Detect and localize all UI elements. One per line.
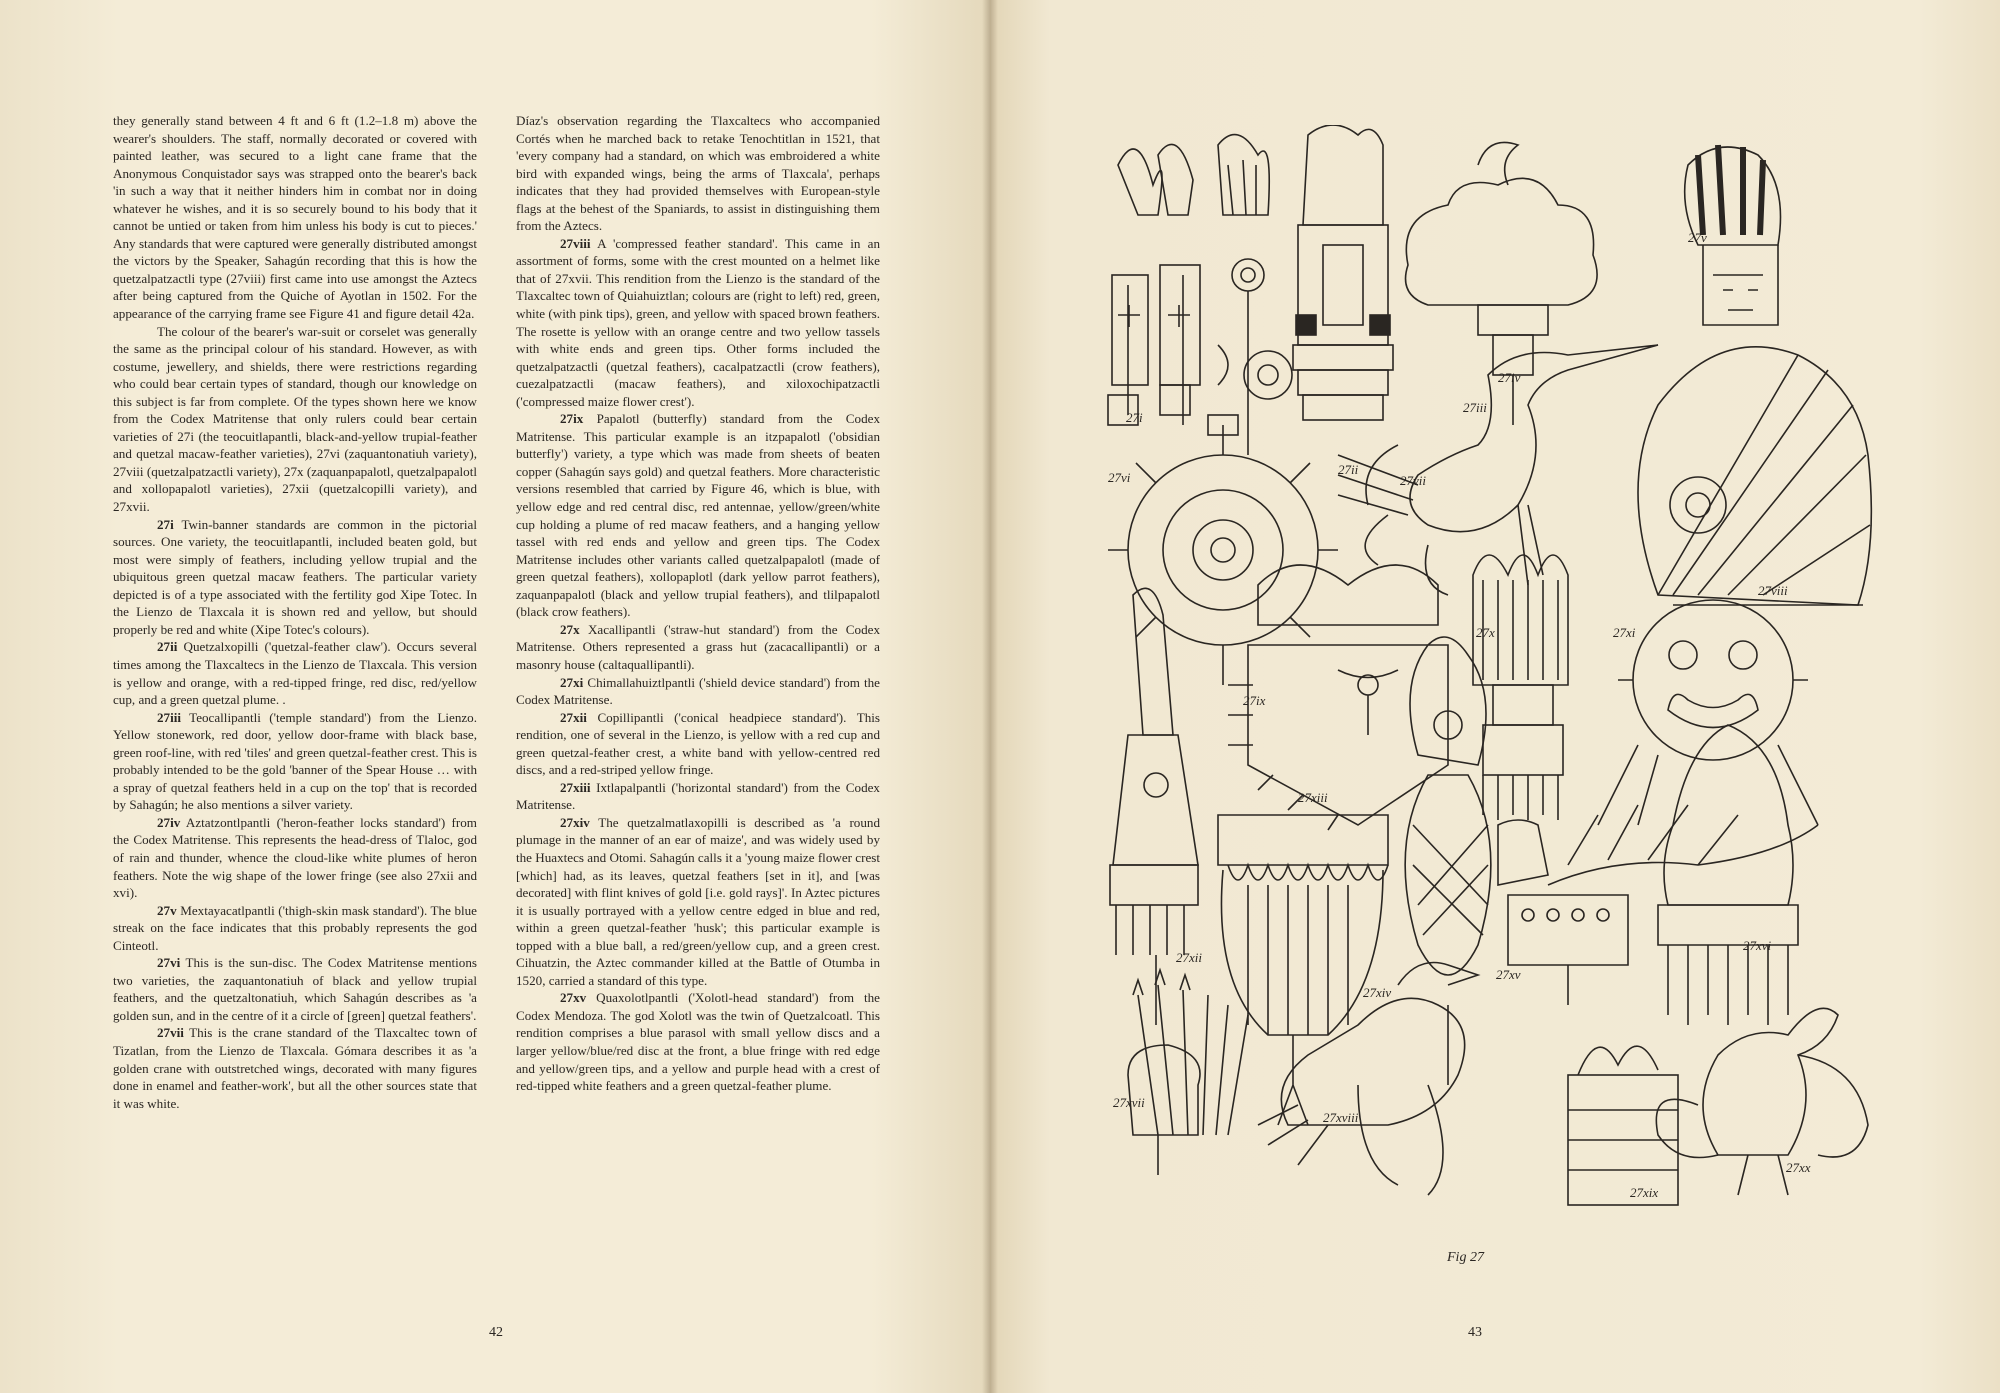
paragraph-text: Twin-banner standards are common in the pictorial sources. One variety, the teocuitlapantli, included beaten gold, but most were simply of feathers, including yellow trupial and the ubiquitous green quetzal macaw feathers. The particular variety depicted is of a type associated with the fertility god Xipe Totec. In the Lienzo de Tlaxcala it is shown red and yellow, but should properly be red and white (Xipe Totec's colours). — [113, 516, 477, 637]
label-27xx: 27xx — [1786, 1160, 1811, 1175]
paragraph — [516, 814, 880, 989]
standards-line-drawing — [1098, 125, 1878, 1210]
entry-number: 27ii — [157, 639, 178, 655]
label-27v: 27v — [1688, 230, 1707, 245]
paragraph-text: Quaxolotlpantli ('Xolotl-head standard') from the Codex Mendoza. The god Xolotl was the twin of Quetzalcoatl. This rendition comprises a blue parasol with small yellow discs and a larger yellow/blue/red disc at the front, a blue fringe with red edge and yellow/green tips, and a yellow and purple head with a crest of red-tipped white feathers and a green quetzal-feather plume. — [516, 990, 880, 1094]
paragraph — [113, 709, 477, 814]
paragraph-text: The colour of the bearer's war-suit or corselet was generally the same as the principal colour of his standard. However, as with costume, jewellery, and shields, there were restrictions regarding who could bear certain types of standard, though our knowledge on this subject is far from complete. Of the types shown here we know from the Codex Matritense that only rulers could bear certain varieties of 27i (the teocuitlapantli, black-and-yellow trupial-feather and quetzal macaw-feather varieties), 27vi (zaquantonatiuh variety), 27viii (quetzalpatzactli variety), 27x (zaquanpapalotl, quetzalpapalotl and xollopapalotl varieties), 27xii (quetzalcopilli variety), and 27xvii. — [113, 323, 477, 515]
paragraph — [516, 779, 880, 814]
standard-27ii-drawing — [1218, 135, 1292, 455]
standard-27i-drawing — [1108, 144, 1200, 425]
label-27xiv: 27xiv — [1363, 985, 1392, 1000]
paragraph — [516, 235, 880, 410]
paragraph-text: Papalotl (butterfly) standard from the Codex Matritense. This particular example is an itzpapalotl ('obsidian butterfly') variety, a type which was made from sheets of beaten copper (Sahagún says gold) and quetzal feathers. More characteristic versions resembled that carried by Figure 46, which is blue, with yellow edge and red central disc, red antennae, yellow/green/white cup holding a plume of red macaw feathers, and a hanging yellow tassel with red ends and yellow and green tips. The Codex Matritense includes other variants called quetzalpapalotl (made of green quetzal feathers), xollopaplotl (dark yellow parrot feathers), zaquanpapalotl (black and yellow trupial feathers), and tlilpapalotl (black crow feathers). — [516, 411, 880, 620]
paragraph-text: This is the crane standard of the Tlaxcaltec town of Tizatlan, from the Lienzo de Tlaxcala. Gómara describes it as 'a golden crane with outstretched wings, decorated with many figures done in enamel and feather-work', but all the other sources state that it was white. — [113, 1025, 477, 1111]
paragraph-text: Chimallahuiztlpantli ('shield device standard') from the Codex Matritense. — [516, 674, 880, 708]
entry-number: 27i — [157, 516, 174, 532]
paragraph — [516, 989, 880, 1094]
entry-number: 27v — [157, 902, 177, 918]
paragraph — [113, 516, 477, 639]
label-27xi: 27xi — [1613, 625, 1636, 640]
paragraph — [516, 410, 880, 621]
paragraph-text: Teocallipantli ('temple standard') from the Lienzo. Yellow stonework, red door, yellow door-frame with black base, green roof-line, with red 'tiles' and green quetzal-feather crest. This is probably intended to be the gold 'banner of the Spear House … with a spray of quetzal feathers held in a cup on the top' that is recorded by Sahagún; he also mentions a silver variety. — [113, 709, 477, 813]
paragraph-text: they generally stand between 4 ft and 6 ft (1.2–1.8 m) above the wearer's shoulders. The staff, normally decorated or covered with painted leather, was secured to a light cane frame that the Anonymous Conquistador says was strapped onto the bearer's back 'in such a way that it neither hinders him in combat nor in doing whatever he wishes, and it is so securely bound to his body that it cannot be untied or taken from him unless his body is cut to pieces.' Any standards that were captured were generally distributed amongst the victors by the Speaker, Sahagún recording that this is how the quetzalpatzactli type (27viii) first came into use amongst the Aztecs after being captured from the Quiche of Ayotlan in 1502. For the appearance of the carrying frame see Figure 41 and figure detail 42a. — [113, 113, 477, 322]
entry-number: 27xv — [560, 990, 587, 1006]
paragraph — [113, 638, 477, 708]
paragraph-text: The quetzalmatlaxopilli is described as 'a round plumage in the manner of an ear of maize', and was widely used by the Huaxtecs and Otomi. Sahagún calls it a 'young maize flower crest [which] had, as its leaves, quetzal feathers [set in it], and [was decorated] with flint knives of gold [i.e. gold rays]'. In Aztec pictures it is usually portrayed with a yellow centre edged in blue and red, within a green quetzal-feather 'husk'; this particular example is topped with a blue ball, a red/green/yellow cup, and a green crest. Cihuatzin, the Aztec commander killed at the Battle of Otumba in 1520, carried a standard of this type. — [516, 814, 880, 988]
paragraph-text: Ixtlapalpantli ('horizontal standard') from the Codex Matritense. — [516, 779, 880, 813]
paragraph — [113, 902, 477, 955]
left-page — [0, 0, 990, 1393]
standard-27x-drawing — [1473, 555, 1568, 820]
label-27ix: 27ix — [1243, 693, 1266, 708]
standard-27xvi-drawing — [1658, 725, 1798, 1025]
label-27vi: 27vi — [1108, 470, 1131, 485]
page-number-left: 42 — [489, 1325, 503, 1340]
standard-27xiii-drawing — [1218, 815, 1388, 1125]
entry-number: 27xiii — [560, 779, 591, 795]
paragraph-text: Copillipantli ('conical headpiece standard'). This rendition, one of several in the Lienzo, is yellow with a red cup and green quetzal-feather crest, a white band with yellow-centred red discs, and a red-striped yellow fringe. — [516, 709, 880, 778]
standard-27xix-drawing — [1568, 1046, 1678, 1205]
label-27viii: 27viii — [1758, 583, 1788, 598]
label-27x: 27x — [1476, 625, 1495, 640]
entry-number: 27xii — [560, 709, 587, 725]
paragraph-text: Mextayacatlpantli ('thigh-skin mask standard'). The blue streak on the face indicates that this probably represents the god Cinteotl. — [113, 902, 477, 953]
entry-number: 27xiv — [560, 814, 590, 830]
paragraph — [516, 709, 880, 779]
paragraph — [516, 621, 880, 674]
entry-number: 27xi — [560, 674, 584, 690]
standard-27xx-drawing — [1656, 1008, 1868, 1195]
paragraph — [113, 112, 477, 323]
figure-27-illustration — [1098, 125, 1878, 1210]
paragraph-text: Díaz's observation regarding the Tlaxcaltecs who accompanied Cortés when he marched back to retake Tenochtitlan in 1521, that 'every company had a standard, on which was embroidered a white bird with expanded wings, being the arms of Tlaxcala', perhaps indicates that they had provided themselves with European-style flags at the behest of the Spaniards, to assist in distinguishing them from the Aztecs. — [516, 113, 880, 234]
entry-number: 27vii — [157, 1025, 184, 1041]
label-27iii: 27iii — [1463, 400, 1487, 415]
label-27xv: 27xv — [1496, 967, 1521, 982]
entry-number: 27ix — [560, 411, 584, 427]
page-number-right: 43 — [1468, 1325, 1482, 1340]
paragraph — [516, 674, 880, 709]
figure-caption: Fig 27 — [1447, 1250, 1484, 1265]
label-27xix: 27xix — [1630, 1185, 1659, 1200]
label-27xiii: 27xiii — [1298, 790, 1328, 805]
right-column — [516, 112, 880, 1095]
paragraph — [516, 112, 880, 235]
paragraph-text: Quetzalxopilli ('quetzal-feather claw'). Occurs several times among the Tlaxcaltecs in the Lienzo de Tlaxcala. This version is yellow and orange, with a red-tipped fringe, red disc, red/yellow cup, and a green quetzal plume. . — [113, 639, 477, 708]
label-27xii: 27xii — [1176, 950, 1202, 965]
book-gutter — [982, 0, 998, 1393]
label-27xvii: 27xvii — [1113, 1095, 1145, 1110]
left-column — [113, 112, 477, 1112]
paragraph — [113, 1024, 477, 1112]
label-27xviii: 27xviii — [1323, 1110, 1359, 1125]
paragraph-text: Aztatzontlpantli ('heron-feather locks standard') from the Codex Matritense. This represents the head-dress of Tlaloc, god of rain and thunder, whence the cloud-like white plumes of heron feathers. Note the wig shape of the lower fringe (see also 27xii and xvi). — [113, 814, 477, 901]
label-27vii: 27vii — [1400, 473, 1426, 488]
label-27xvi: 27xvi — [1743, 938, 1772, 953]
entry-number: 27viii — [560, 235, 591, 251]
label-27iv: 27iv — [1498, 370, 1521, 385]
paragraph — [113, 954, 477, 1024]
paragraph-text: Xacallipantli ('straw-hut standard') from the Codex Matritense. Others represented a grass hut (zacacallipantli) or a masonry house (caltaquallipantli). — [516, 621, 880, 672]
paragraph — [113, 323, 477, 516]
standard-27xvii-drawing — [1128, 970, 1248, 1175]
entry-number: 27x — [560, 621, 580, 637]
standard-27viii-drawing — [1638, 347, 1871, 605]
label-27ii: 27ii — [1338, 462, 1359, 477]
standard-27iii-drawing — [1293, 125, 1393, 420]
label-27i: 27i — [1126, 410, 1143, 425]
paragraph-text: This is the sun-disc. The Codex Matritense mentions two varieties, the zaquantonatiuh of black and yellow trupial feathers, and the quetzaltonatiuh, which Sahagún describes as 'a golden sun, and in the centre of it a circle of [green] quetzal feathers'. — [113, 955, 477, 1023]
paragraph-text: A 'compressed feather standard'. This came in an assortment of forms, some with the crest mounted on a helmet like that of 27xvii. This rendition from the Lienzo is the standard of the Tlaxcaltec town of Quiahuiztlan; colours are (right to left) red, green, white (with pink tips), green, and yellow with spaced brown feathers. The rosette is yellow with an orange centre and two yellow tassels with white ends and green tips. Other forms included the quetzalpatzactli (quetzal feathers), cacalpatzactli (crow feathers), cuezalpatzactli (macaw feathers), and xiloxochipatzactli ('compressed maize flower crest'). — [516, 235, 880, 409]
entry-number: 27iii — [157, 709, 182, 725]
entry-number: 27vi — [157, 955, 181, 971]
entry-number: 27iv — [157, 814, 181, 830]
paragraph — [113, 814, 477, 902]
